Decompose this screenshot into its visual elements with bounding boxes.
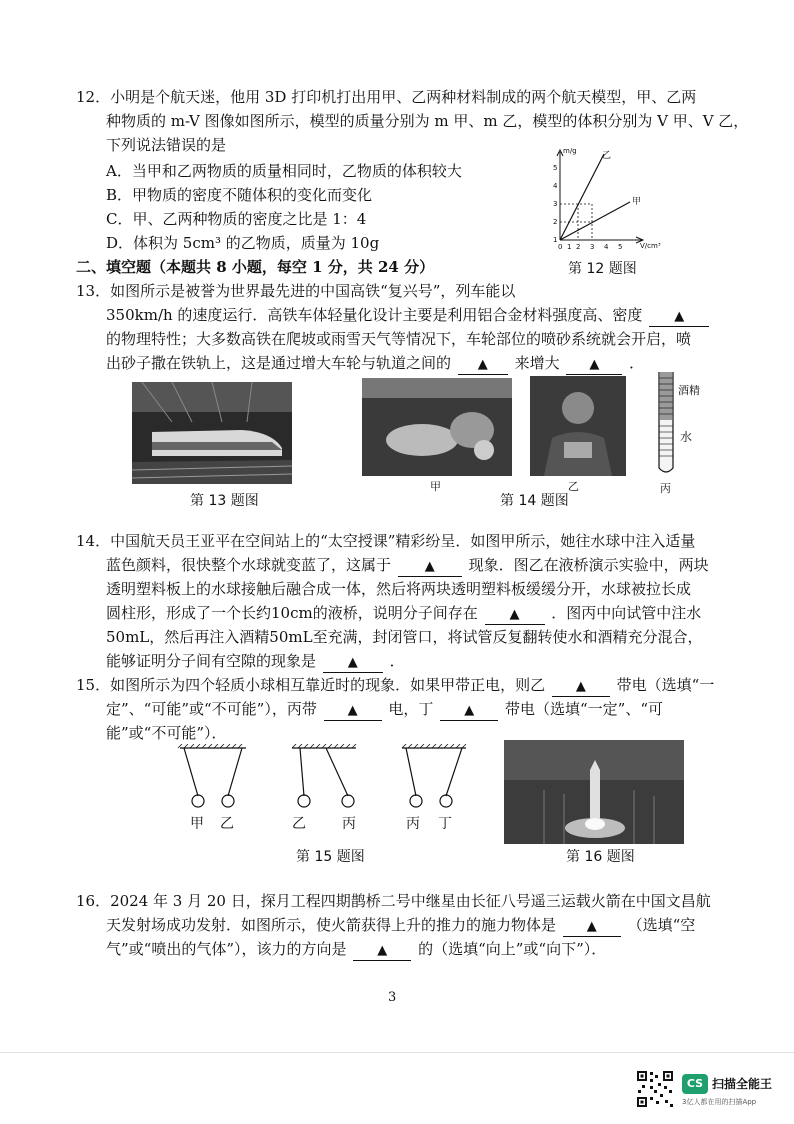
q13-line3: 的物理特性；大多数高铁在爬坡或雨雪天气等情况下，车轮部位的喷砂系统就会开启，喷 — [106, 330, 692, 348]
q14-line1: 14．中国航天员王亚平在空间站上的“太空授课”精彩纷呈．如图甲所示，她往水球中注入适量 — [76, 532, 696, 550]
page-number: 3 — [388, 990, 397, 1005]
q12-option-b: B．甲物质的密度不随体积的变化而变化 — [106, 186, 373, 204]
q13-line4: 出砂子撒在铁轨上，这是通过增大车轮与轨道之间的 ▲ 来增大 ▲ ． — [106, 352, 644, 375]
q14-line2: 蓝色颜料，很快整个水球就变蓝了，这属于 ▲ 现象．图乙在液桥演示实验中，两块 — [106, 554, 709, 577]
ytick-5: 5 — [553, 164, 558, 172]
footer-app-name: 扫描全能王 — [712, 1077, 773, 1091]
ball-bing-2 — [410, 795, 422, 807]
q12-line2: 种物质的 m-V 图像如图所示，模型的质量分别为 m 甲、m 乙，模型的体积分别为 V 甲、V 乙， — [106, 112, 749, 130]
q14-tube-bottom-label: 水 — [680, 430, 693, 444]
q12-mv-graph — [546, 144, 666, 252]
ball-label-ding: 丁 — [438, 816, 452, 832]
line-yi — [560, 154, 604, 240]
q15-balls-figure — [176, 744, 472, 840]
section-2-heading: 二、填空题（本题共 8 小题，每空 1 分，共 24 分） — [76, 258, 435, 276]
q12-caption: 第 12 题图 — [568, 261, 637, 277]
q15-line2: 定”、“可能”或“不可能”），丙带 ▲ 电，丁 ▲ 带电（选填“一定”、“可 — [106, 698, 663, 721]
xtick-1: 1 — [567, 243, 572, 251]
q14-line5: 50mL，然后再注入酒精50mL至充满，封闭管口，将试管反复翻转使水和酒精充分混合， — [106, 628, 703, 646]
q15-line1: 15．如图所示为四个轻质小球相互靠近时的现象．如果甲带正电，则乙 ▲ 带电（选填“一 — [76, 674, 714, 697]
q14-blank-1[interactable]: ▲ — [398, 556, 462, 577]
q16-rocket-photo — [504, 740, 684, 844]
ball-ding — [440, 795, 452, 807]
graph-ylabel: m/g — [563, 147, 577, 155]
footer-divider — [0, 1052, 794, 1053]
q16-line3: 气”或“喷出的气体”），该力的方向是 ▲ 的（选填“向上”或“向下”）． — [106, 938, 606, 961]
ball-label-yi-1: 乙 — [220, 816, 234, 832]
q13-blank-2[interactable]: ▲ — [458, 354, 508, 375]
q14-line4: 圆柱形，形成了一个长约10cm的液桥，说明分子间存在 ▲ ．图丙中向试管中注水 — [106, 602, 701, 625]
q16-line1: 16．2024 年 3 月 20 日，探月工程四期鹊桥二号中继星由长征八号遥三运载火箭在中国文昌航 — [76, 892, 711, 910]
q12-line3: 下列说法错误的是 — [106, 136, 227, 154]
q13-blank-1[interactable]: ▲ — [649, 306, 709, 327]
label-yi: 乙 — [602, 151, 612, 161]
xtick-0: 0 — [558, 243, 563, 251]
ball-label-bing-1: 丙 — [342, 816, 356, 832]
q15-caption: 第 15 题图 — [296, 849, 365, 865]
q16-line2: 天发射场成功发射．如图所示，使火箭获得上升的推力的施力物体是 ▲ （选填“空 — [106, 914, 695, 937]
q12-option-a: A．当甲和乙两物质的质量相同时，乙物质的体积较大 — [106, 162, 462, 180]
xtick-5: 5 — [618, 243, 623, 251]
q14-blank-2[interactable]: ▲ — [485, 604, 545, 625]
q14-tube-top-label: 酒精 — [678, 384, 700, 397]
q13-blank-3[interactable]: ▲ — [566, 354, 622, 375]
q13-train-photo — [132, 382, 292, 484]
q15-line3: 能”或“不可能”）． — [106, 724, 227, 742]
xtick-4: 4 — [604, 243, 609, 251]
q14-photo-yi — [530, 376, 626, 476]
ball-jia — [192, 795, 204, 807]
ball-bing-1 — [342, 795, 354, 807]
q15-blank-2[interactable]: ▲ — [324, 700, 382, 721]
ball-label-jia: 甲 — [190, 816, 204, 832]
ball-label-yi-2: 乙 — [292, 816, 306, 832]
xtick-2: 2 — [576, 243, 581, 251]
q14-line6: 能够证明分子间有空隙的现象是 ▲ ． — [106, 650, 405, 673]
ball-yi-1 — [222, 795, 234, 807]
camscanner-logo: CS — [682, 1074, 708, 1094]
ball-yi-2 — [298, 795, 310, 807]
q14-test-tube — [656, 370, 676, 478]
label-jia: 甲 — [632, 197, 642, 207]
ytick-4: 4 — [553, 182, 558, 190]
q14-line3: 透明塑料板上的水球接触后融合成一体，然后将两块透明塑料板缓缓分开，水球被拉长成 — [106, 580, 692, 598]
q12-option-c: C．甲、乙两种物质的密度之比是 1：4 — [106, 210, 367, 228]
q13-caption: 第 13 题图 — [190, 493, 259, 509]
q14-caption: 第 14 题图 — [500, 493, 569, 509]
footer-tagline: 3亿人都在用的扫描App — [682, 1098, 757, 1106]
q14-blank-3[interactable]: ▲ — [323, 652, 383, 673]
q14-photo-jia — [362, 378, 512, 476]
q16-caption: 第 16 题图 — [566, 849, 635, 865]
ytick-1: 1 — [553, 236, 558, 244]
q12-option-d: D．体积为 5cm³ 的乙物质，质量为 10g — [106, 234, 380, 252]
qr-code-icon — [636, 1070, 674, 1108]
q16-blank-1[interactable]: ▲ — [563, 916, 621, 937]
q14-label-yi: 乙 — [568, 480, 579, 493]
q16-blank-2[interactable]: ▲ — [353, 940, 411, 961]
q15-blank-3[interactable]: ▲ — [440, 700, 498, 721]
q14-label-jia: 甲 — [430, 480, 441, 493]
line-jia — [560, 202, 630, 240]
q12-line1: 12．小明是个航天迷，他用 3D 打印机打出用甲、乙两种材料制成的两个航天模型，甲、乙两 — [76, 88, 697, 106]
ball-label-bing-2: 丙 — [406, 816, 420, 832]
q13-line1: 13．如图所示是被誉为世界最先进的中国高铁“复兴号”，列车能以 — [76, 282, 516, 300]
q14-label-bing: 丙 — [660, 482, 671, 495]
ytick-3: 3 — [553, 200, 558, 208]
xtick-3: 3 — [590, 243, 595, 251]
q15-blank-1[interactable]: ▲ — [552, 676, 610, 697]
graph-xlabel: V/cm³ — [640, 242, 661, 250]
ytick-2: 2 — [553, 218, 558, 226]
q13-line2: 350km/h 的速度运行．高铁车体轻量化设计主要是利用铝合金材料强度高、密度 ▲ — [106, 304, 711, 327]
